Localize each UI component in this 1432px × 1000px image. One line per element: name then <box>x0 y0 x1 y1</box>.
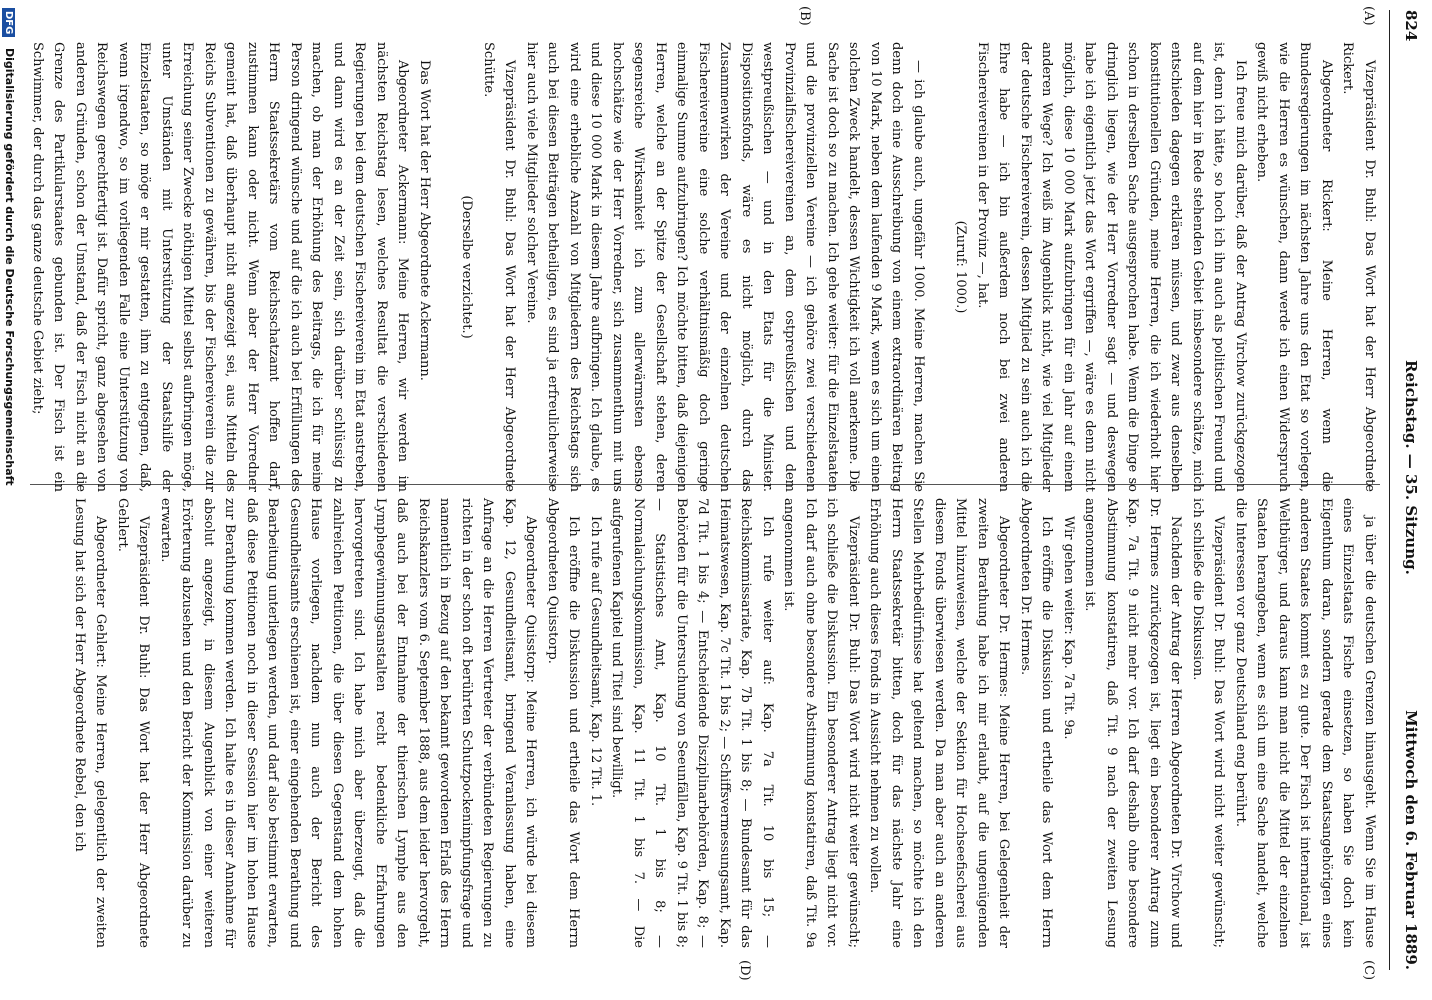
margin-mark-c: (C) <box>1361 960 1376 981</box>
page-header <box>1392 10 1424 970</box>
paragraph: Abgeordneter Dr. Hermes: Meine Herren, bei Gelegenheit der zweiten Berathung habe ich mir erlaubt, auf die ungenügenden Mittel hinzuweisen, welche der Sektion für Hochseefischerei aus diesem Fonds überwiesen werden. Da man aber auch an anderen Stellen Mehrbedürfnisse hat geltend machen, so möchte ich den Herrn Staatssekretär bitten, doch für das nächste Jahr eine Erhöhung auch dieses Fonds in Aussicht nehmen zu wollen. <box>867 498 1012 948</box>
paragraph: ja über die deutschen Grenzen hinausgeht. Wenn Sie im Hause eines Einzelstaats Fische einsetzen, so haben Sie doch kein Eigenthum daran, sondern gerade dem Staatsangehörigen eines anderen Staates kommt es zu gute. Der Fisch ist international, ist Weltbürger, und daraus kann man nicht die Mittel der einzelnen Staaten herangeben, wenn es sich um eine Sache handelt, welche die Interessen vor ganz Deutschland eng berührt. <box>1233 498 1377 948</box>
page-number: 824 <box>1402 10 1420 42</box>
session-date: Mittwoch den 6. Februar 1889. <box>1402 710 1420 970</box>
paragraph: Nachdem der Antrag der Herren Abgeordneten Dr. Virchow und Dr. Hermes zurückgezogen ist, liegt ein besonderer Antrag zum Kap. 7a Tit. 9 nicht mehr vor. Ich darf deshalb ohne besondere Abstimmung konstatiren, daß Tit. 9 nach der zweiten Lesung angenommen ist. <box>1082 498 1184 948</box>
paragraph: Ich eröffne die Diskussion und ertheile das Wort dem Herrn Abgeordneten Dr. Hermes. <box>1018 498 1055 948</box>
paragraph: Ich freue mich darüber, daß der Antrag Virchow zurückgezogen ist, denn ich hätte, so hoch ich ihn auch als politischen Freund und auf dem hier in Rede stehenden Gebiet insbesondere schätze, mich entschieden dagegen erklären müssen, und zwar aus denselben konstitutionellen Gründen, meine Herren, die ich wiederholt hier schon in derselben Sache ausgesprochen habe. Wenn die Dinge so dringlich liegen, wie der Herr Vorredner sagt — und deswegen habe ich eigentlich jetzt das Wort ergriffen —, wäre es denn nicht möglich, diese 10 000 Mark aufzubringen für ein Jahr auf einem anderen Wege? Ich weiß im Augenblick nicht, wie viel Mitglieder der deutsche Fischereiverein, dessen Mitglied zu sein auch ich die Ehre habe — ich bin außerdem noch bei zwei anderen Fischereivereinen in der Provinz —, hat. <box>975 42 1248 492</box>
interjection: (Zuruf: 1000.) <box>953 220 969 314</box>
margin-mark-d: (D) <box>737 960 752 981</box>
margin-mark-b: (B) <box>797 6 812 26</box>
paragraph: Vizepräsident Dr. Buhl: Das Wort wird nicht weiter gewünscht; ich schließe die Diskussion. Ein besonderer Antrag liegt nicht vor. Ich darf auch ohne besondere Abstimmung konstatiren, daß Tit. 9a angenommen ist. <box>781 498 861 948</box>
paragraph: Abgeordneter Ackermann: Meine Herren, wir werden im nächsten Reichstag lesen, welches Resultat die verschiedenen Regierungen bei dem deutschen Fischereiverein im Etat anstreben, und dann wird es an der Zeit sein, sich darüber schlüssig zu machen, ob man der Erhöhung des Beitrags, die ich für meine Person dringend wünsche und auf die ich auch bei Erfüllungen des Herrn Staatssekretärs vom Reichsschatzamt hoffen darf, zustimmen kann oder nicht. Wenn aber der Herr Vorredner gemeint hat, daß überhaupt nicht angezeigt sei, aus Mitteln des Reichs Subventionen zu gewähren, bis der Fischereiverein die zur Erreichung seiner Zwecke nöthigen Mittel selbst aufbringen möge, unter Umständen mit Unterstützung der Staatshilfe der Einzelstaaten, so möge er mir gestatten, ihm zu entgegnen, daß, wenn irgendwo, so im vorliegenden Falle eine Unterstützung von Reichswegen gerechtfertigt ist. Dafür spricht, ganz abgesehen von anderen Gründen, schon der Umstand, daß der Fisch nicht an die Grenze des Partikularstaates gebunden ist. Der Fisch ist ein Schwimmer, der durch das ganze deutsche Gebiet zieht; <box>30 42 411 492</box>
margin-mark-a: (A) <box>1361 6 1376 26</box>
session-title: Reichstag. — 35. Sitzung. <box>1402 360 1420 575</box>
header-rule <box>1389 10 1390 970</box>
paragraph: Das Wort hat der Herr Abgeordnete Ackermann. <box>417 60 432 381</box>
paragraph: Ich rufe weiter auf: Kap. 7a Tit. 10 bis 15; — Reichskommissariate, Kap. 7b Tit. 1 bis 8; — Bundesamt für das Heimatswesen, Kap. 7c Tit. 1 bis 2; — Schiffsvermessungsamt, Kap. 7d Tit. 1 bis 4; — Entscheidende Disziplinarbehörden, Kap. 8; — Behörden für die Untersuchung von Seeunfällen, Kap. 9 Tit. 1 bis 8; — Statistisches Amt, Kap. 10 Tit. 1 bis 8; — Normalaichungskommission, Kap. 11 Tit. 1 bis 7. — Die aufgerufenen Kapitel und Titel sind bewilligt. <box>609 498 775 948</box>
paragraph: Abgeordneter Quisstorp: Meine Herren, ich würde bei diesem Kap. 12, Gesundheitsamt, bringend Veranlassung haben, eine Anfrage an die Herren Vertreter der verbündeten Regierungen zu richten in der schon oft berührten Schutzpockenimpfungsfrage und namentlich in Bezug auf den bekannt gewordenen Erlaß des Herrn Reichskanzlers vom 6. September 1888, aus dem leider hervorgeht, daß auch bei der Entnahme der thierischen Lymphe aus den Lymphegewinnungsanstalten recht bedenkliche Erfahrungen hervorgetreten sind. Ich habe mich aber überzeugt, daß die zahlreichen Petitionen, die über diesen Gegenstand dem hohen Hause vorliegen, nachdem nun auch der Bericht des Gesundheitsamts erschienen ist, einer eingehenden Berathung und Bearbeitung unterliegen werden, und darf also bestimmt erwarten, daß diese Petitionen noch in dieser Session hier im hohen Hause zur Berathung kommen werden. Ich halte es in dieser Annahme für absolut angezeigt, in diesem Augenblick von einer weiteren Erörterung abzusehen und den Bericht der Kommission darüber zu erwarten. <box>158 498 539 948</box>
interjection: (Derselbe verzichtet.) <box>459 195 475 339</box>
right-column <box>69 498 1381 948</box>
paragraph: Abgeordneter Gehlert: Meine Herren, gelegentlich der zweiten Lesung hat sich der Herr Abgeordnete Rebel, den ich <box>72 498 109 948</box>
paragraph: — ich glaube auch, ungefähr 1000. Meine Herren, machen Sie denn doch eine Ausschreibung von einem extraordinären Beitrag von 10 Mark, neben dem laufenden 9 Mark, wenn es sich um einen solchen Zweck handelt, dessen Wichtigkeit ich voll anerkenne. Die Sache ist doch so zu machen. Ich gehe weiter: für die Einzelstaaten und die provinziellen Vereine — ich gehöre zwei verschiedenen Provinzialfischereivereinen an, dem ostpreußischen und dem westpreußischen — und in den Etats für die Minister. Dispositionsfonds, wäre es nicht möglich, durch das Zusammenwirken der Vereine und der einzelnen deutschen Fischereivereine eine solche verhältnismäßig doch geringe einmalige Summe aufzubringen? Ich möchte bitten, daß diejenigen Herren, welche an der Spitze der Gesellschaft stehen, deren segensreiche Wirksamkeit ich zum allerwärmsten ebenso hochschätze wie der Herr Vorredner, sich zusammenthun mit uns und diese 10 000 Mark in diesem Jahre aufbringen. Ich glaube, es wird eine erhebliche Anzahl von Mitgliedern des Reichstags sich auch bei diesen Beiträgen betheiligen, es sind ja erfreulicherweise hier auch viele Mitglieder solcher Vereine. <box>524 42 926 492</box>
paragraph: Ich rufe auf Gesundheitsamt, Kap. 12 Tit. 1. <box>588 516 603 807</box>
paragraph: Vizepräsident Dr. Buhl: Das Wort hat der Herr Abgeordnete Rickert. <box>1340 42 1377 492</box>
paragraph: Vizepräsident Dr. Buhl: Das Wort hat der Herr Abgeordnete Gehlert. <box>115 498 152 948</box>
paragraph: Wir gehen weiter: Kap. 7a Tit. 9a. <box>1061 516 1076 740</box>
paragraph: Abgeordneter Rickert: Meine Herren, wenn die Bundesregierungen im nächsten Jahre uns den Etat so vorlegen, wie die Herren es wünschen, dann werde ich einen Widerspruch gewiß nicht erheben. <box>1254 42 1334 492</box>
paragraph: Vizepräsident Dr. Buhl: Das Wort wird nicht weiter gewünscht; ich schließe die Diskussion. <box>1190 498 1227 948</box>
paragraph: Ich eröffne die Diskussion und ertheile das Wort dem Herrn Abgeordneten Quisstorp. <box>545 498 582 948</box>
dfg-logo: DFG <box>2 8 15 37</box>
funding-note: Digitalisierung gefördert durch die Deutsche Forschungsgemeinschaft <box>3 48 16 486</box>
paragraph: Vizepräsident Dr. Buhl: Das Wort hat der Herr Abgeordnete Schütte. <box>481 42 518 492</box>
left-column <box>27 42 1381 492</box>
